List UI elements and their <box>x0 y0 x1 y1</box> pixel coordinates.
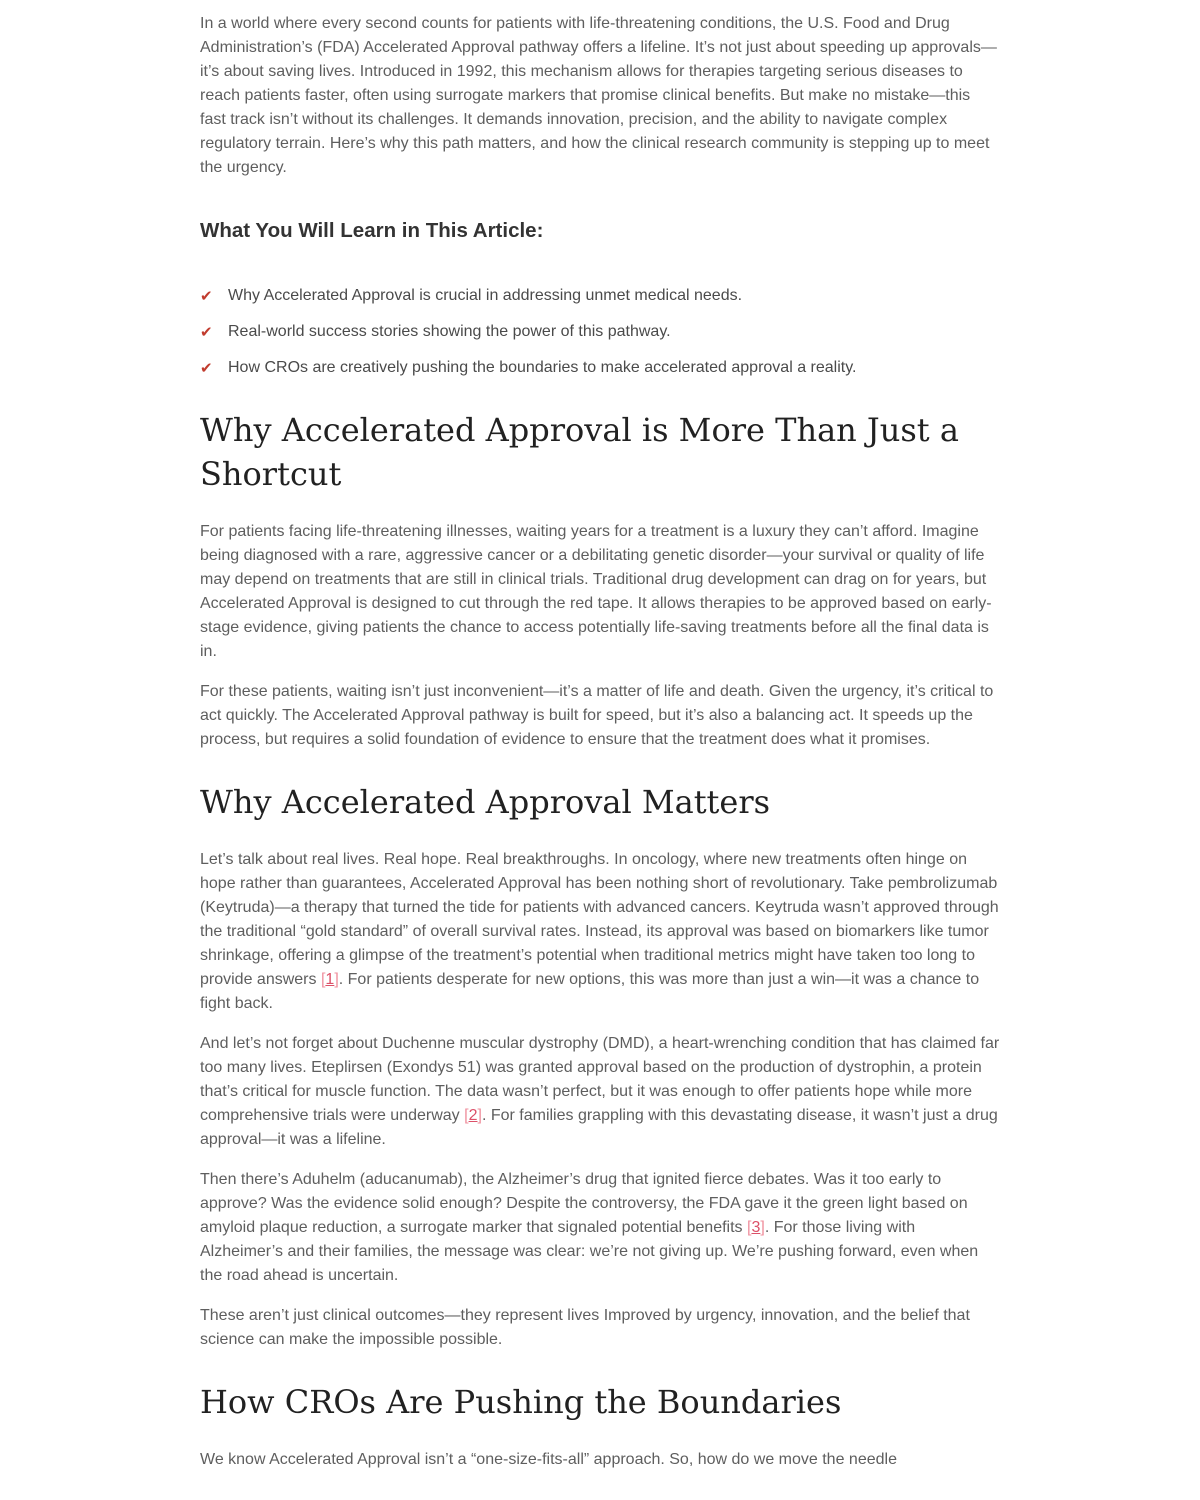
citation-number: 2 <box>468 1107 478 1124</box>
citation-bracket: [ <box>320 971 326 988</box>
citation-bracket: ] <box>334 971 339 988</box>
learn-item-text: Why Accelerated Approval is crucial in addressing unmet medical needs. <box>228 287 743 304</box>
citation-number: 1 <box>325 971 335 988</box>
paragraph-text: And let’s not forget about Duchenne muscular dystrophy (DMD), a heart-wrenching condition that has claimed far too many lives. Eteplirsen (Exondys 51) was granted approval based on the production of dystrophin, a protein that’s critical for muscle function. The data wasn’t perfect, but it was enough to offer patients hope while more comprehensive trials were underway <box>200 1035 1000 1124</box>
citation-link-2[interactable] <box>464 1107 482 1124</box>
citation-bracket: [ <box>747 1219 752 1236</box>
paragraph-text: . For patients desperate for new options, this was more than just a win—it was a chance to fight back. <box>200 971 980 1012</box>
citation-bracket: [ <box>464 1107 469 1124</box>
citation-link-1[interactable] <box>321 971 339 988</box>
section-heading-matters: Why Accelerated Approval Matters <box>200 783 771 821</box>
paragraph-text: Then there’s Aduhelm (aducanumab), the Alzheimer’s drug that ignited fierce debates. Was it too early to approve? Was the evidence solid enough? Despite the controversy, the FDA gave it the green light based on amyloid plaque reduction, a surrogate marker that signaled potential benefits <box>200 1171 968 1236</box>
paragraph-text: Let’s talk about real lives. Real hope. Real breakthroughs. In oncology, where new treatments often hinge on hope rather than guarantees, Accelerated Approval has been nothing short of revolutionary. Take pembrolizumab (Keytruda)—a therapy that turned the tide for patients with advanced cancers. Keytruda wasn’t approved through the traditional “gold standard” of overall survival rates. Instead, its approval was based on biomarkers like tumor shrinkage, offering a glimpse of the treatment’s potential when traditional metrics might have taken too long to provide answers <box>200 851 999 988</box>
learn-item-text: Real-world success stories showing the power of this pathway. <box>228 323 671 340</box>
section-heading-shortcut: Why Accelerated Approval is More Than Just a Shortcut <box>200 411 959 493</box>
section-heading-cros: How CROs Are Pushing the Boundaries <box>200 1383 842 1421</box>
learn-item-text: How CROs are creatively pushing the boundaries to make accelerated approval a reality. <box>228 359 857 376</box>
citation-bracket: ] <box>477 1107 482 1124</box>
paragraph: For these patients, waiting isn’t just inconvenient—it’s a matter of life and death. Given the urgency, it’s critical to act quickly. The Accelerated Approval pathway is built for speed, but it’s also a balancing act. It speeds up the process, but requires a solid foundation of evidence to ensure that the treatment does what it promises. <box>200 683 994 748</box>
learn-list <box>200 284 1000 380</box>
checkmark-icon: ✔ <box>200 360 213 377</box>
paragraph-text: . For families grappling with this devastating disease, it wasn’t just a drug approval—it was a lifeline. <box>200 1107 998 1148</box>
learn-section-heading: What You Will Learn in This Article: <box>200 219 544 242</box>
paragraph: We know Accelerated Approval isn’t a “one-size-fits-all” approach. So, how do we move the needle <box>200 1451 897 1468</box>
checkmark-icon: ✔ <box>200 288 213 305</box>
learn-list-item <box>200 284 1000 308</box>
paragraph-text: . For those living with Alzheimer’s and their families, the message was clear: we’re not giving up. We’re pushing forward, even when the road ahead is uncertain. <box>200 1219 979 1284</box>
paragraph <box>200 1032 1000 1152</box>
learn-list-item <box>200 320 1000 344</box>
learn-list-item <box>200 356 1000 380</box>
checkmark-icon: ✔ <box>200 324 213 341</box>
citation-bracket: ] <box>760 1219 765 1236</box>
article-content <box>200 0 1000 1472</box>
intro-paragraph: In a world where every second counts for patients with life-threatening conditions, the U.S. Food and Drug Administration’s (FDA) Accelerated Approval pathway offers a lifeline. It’s not just about speeding up approvals—it’s about saving lives. Introduced in 1992, this mechanism allows for therapies targeting serious diseases to reach patients faster, often using surrogate markers that promise clinical benefits. But make no mistake—this fast track isn’t without its challenges. It demands innovation, precision, and the ability to navigate complex regulatory terrain. Here’s why this path matters, and how the clinical research community is stepping up to meet the urgency. <box>200 15 997 176</box>
paragraph: For patients facing life-threatening illnesses, waiting years for a treatment is a luxury they can’t afford. Imagine being diagnosed with a rare, aggressive cancer or a debilitating genetic disorder—your survival or quality of life may depend on treatments that are still in clinical trials. Traditional drug development can drag on for years, but Accelerated Approval is designed to cut through the red tape. It allows therapies to be approved based on early-stage evidence, giving patients the chance to access potentially life-saving treatments before all the final data is in. <box>200 523 992 660</box>
paragraph <box>200 1168 1000 1288</box>
citation-link-3[interactable] <box>747 1219 765 1236</box>
paragraph <box>200 848 1000 1016</box>
paragraph: These aren’t just clinical outcomes—they represent lives Improved by urgency, innovation, and the belief that science can make the impossible possible. <box>200 1307 970 1348</box>
citation-number: 3 <box>751 1219 761 1236</box>
